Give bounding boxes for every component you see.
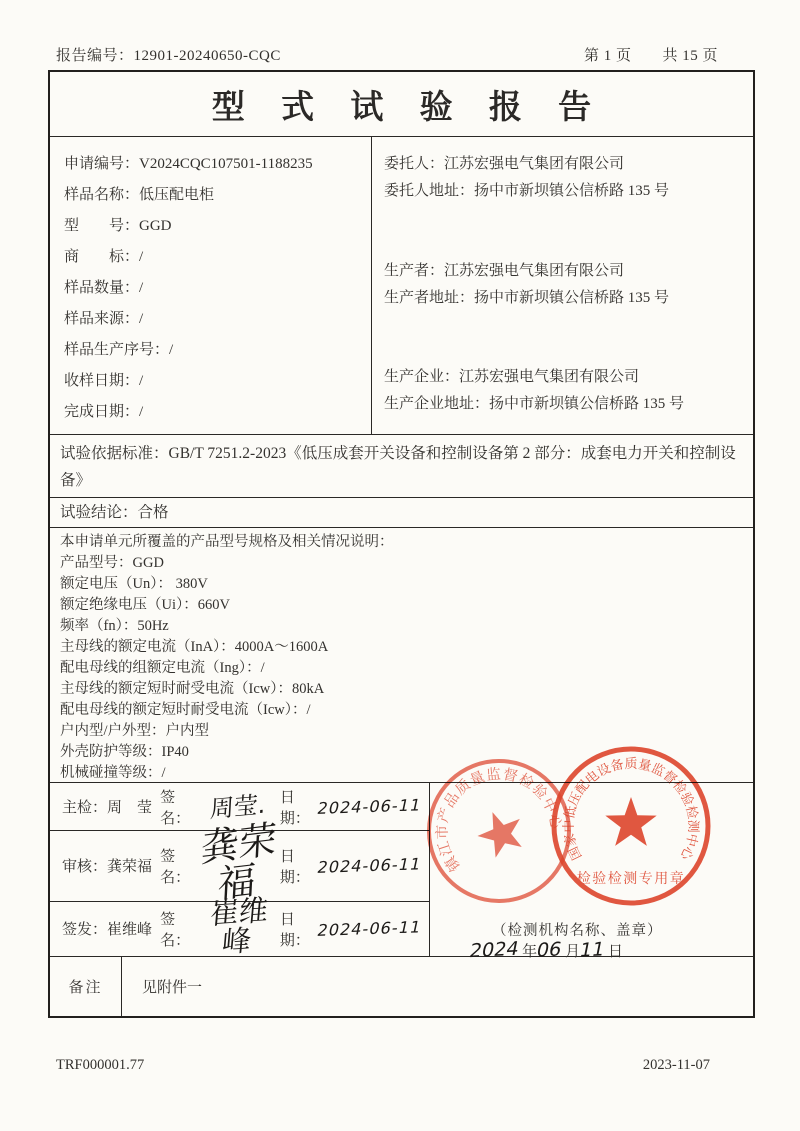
info-section <box>50 137 753 435</box>
spec-main-busbar-icw: 主母线的额定短时耐受电流（Icw）：80kA <box>60 681 325 698</box>
footer-date: 2023-11-07 <box>642 1057 710 1073</box>
stamp-month-hand: 06 <box>534 938 564 963</box>
manufacturer-name: 生产企业：江苏宏强电气集团有限公司 <box>384 369 640 386</box>
spec-dist-busbar-icw: 配电母线的额定短时耐受电流（Icw）：/ <box>60 702 311 719</box>
footer-form-code: TRF000001.77 <box>56 1057 145 1073</box>
test-conclusion-row <box>50 498 753 529</box>
org-caption: （检测机构名称、盖章） <box>492 923 663 940</box>
manufacturer-block <box>384 364 753 418</box>
spec-ip-rating: 外壳防护等级：IP40 <box>60 744 189 761</box>
stamp-date-line <box>467 938 624 963</box>
producer-name: 生产者：江苏宏强电气集团有限公司 <box>384 262 625 279</box>
remark-value: 见附件一 <box>142 979 203 996</box>
manufacturer-address: 生产企业地址：扬中市新坝镇公信桥路 135 号 <box>384 396 685 413</box>
reviewer-row <box>50 816 429 907</box>
issuer-label: 签发：崔维峰 <box>62 922 153 939</box>
spec-rated-voltage: 额定电压（Un）： 380V <box>60 576 208 593</box>
reviewer-date: 2024-06-11 <box>315 854 424 878</box>
client-address: 委托人地址：扬中市新坝镇公信桥路 135 号 <box>384 183 670 200</box>
field-receive-date: 收样日期：/ <box>64 373 144 390</box>
day-label: 日 <box>608 944 624 961</box>
field-sample-source: 样品来源：/ <box>64 311 144 328</box>
spec-main-busbar-current: 主母线的额定电流（InA）：4000A～1600A <box>60 639 329 656</box>
sign-label: 签名： <box>160 911 191 949</box>
spec-insulation-voltage: 额定绝缘电压（Ui）：660V <box>60 597 230 614</box>
chief-inspector-label: 主检：周 莹 <box>62 800 153 817</box>
title-row <box>50 72 753 137</box>
field-sample-serial: 样品生产序号：/ <box>64 342 174 359</box>
report-number: 报告编号：12901-20240650-CQC <box>56 48 281 64</box>
field-sample-name: 样品名称：低压配电柜 <box>64 187 215 204</box>
month-label: 月 <box>565 944 581 961</box>
chief-inspector-date: 2024-06-11 <box>315 795 424 818</box>
issuer-date: 2024-06-11 <box>315 917 424 941</box>
left-seal-arc-text: 镇江市产品质量监督检验中心 <box>434 766 564 874</box>
field-model: 型 号：GGD <box>64 218 172 235</box>
stamp-cell <box>430 783 753 963</box>
stamp-day-hand: 11 <box>577 938 607 963</box>
chief-inspector-signature: 周莹. <box>209 789 267 824</box>
field-trademark: 商 标：/ <box>64 249 144 266</box>
date-label: 日期： <box>279 848 310 886</box>
reviewer-signature: 龚荣福 <box>200 816 278 907</box>
issuer-row <box>50 892 429 959</box>
year-label: 年 <box>522 944 538 961</box>
spec-frequency: 频率（fn）：50Hz <box>60 618 169 635</box>
client-block <box>384 151 753 205</box>
page-indicator: 第 1 页 共 15 页 <box>583 48 718 64</box>
field-application-no: 申请编号：V2024CQC107501-1188235 <box>64 156 313 173</box>
spec-indoor-outdoor: 户内型/户外型：户内型 <box>60 723 210 740</box>
party-info-cell <box>372 137 753 434</box>
date-label: 日期： <box>279 789 310 827</box>
signature-section <box>50 783 753 963</box>
remark-row <box>50 957 753 1016</box>
test-standard-text: 试验依据标准：GB/T 7251.2-2023《低压成套开关设备和控制设备第 2 部分：成套电力开关和控制设备》 <box>60 445 736 490</box>
specs-intro: 本申请单元所覆盖的产品型号规格及相关情况说明： <box>60 534 394 551</box>
sign-label: 签名： <box>160 848 191 886</box>
sign-label: 签名： <box>160 789 191 827</box>
right-seal-arc-text: 国家中低压配电设备质量监督检验检测中心 <box>560 755 702 863</box>
reviewer-label: 审核：龚荣福 <box>62 859 153 876</box>
spec-product-model: 产品型号：GGD <box>60 555 164 572</box>
producer-block <box>384 258 753 312</box>
stamp-year-hand: 2024 <box>467 938 521 963</box>
client-name: 委托人：江苏宏强电气集团有限公司 <box>384 156 625 173</box>
spec-dist-busbar-current: 配电母线的组额定电流（Ing）：/ <box>60 660 265 677</box>
report-table <box>48 70 755 1018</box>
product-specs-section <box>50 528 753 783</box>
right-seal-bottom-text: 检验检测专用章 <box>576 870 686 886</box>
signature-rows <box>50 783 430 959</box>
producer-address: 生产者地址：扬中市新坝镇公信桥路 135 号 <box>384 289 670 306</box>
remark-label: 备注 <box>50 957 122 1016</box>
sample-info-cell <box>50 137 372 434</box>
field-complete-date: 完成日期：/ <box>64 404 144 421</box>
document-title: 型 式 试 验 报 告 <box>211 89 606 126</box>
date-label: 日期： <box>279 911 310 949</box>
test-conclusion-text: 试验结论：合格 <box>60 503 169 521</box>
test-standard-row <box>50 435 753 497</box>
spec-impact-rating: 机械碰撞等级：/ <box>60 765 166 782</box>
field-sample-qty: 样品数量：/ <box>64 280 144 297</box>
issuer-signature: 崔维峰 <box>208 892 270 959</box>
